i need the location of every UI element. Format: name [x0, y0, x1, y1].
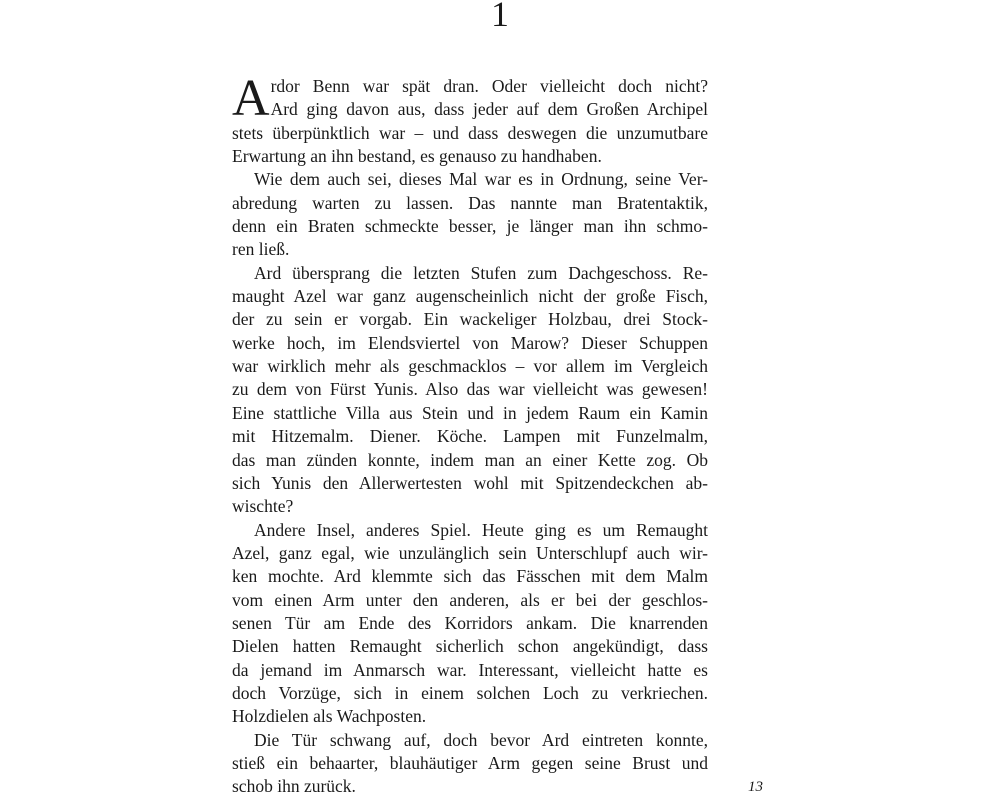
text-line: Dielen hatten Remaught sicherlich schon angekündigt, dass: [232, 636, 708, 657]
text-line: denn ein Braten schmeckte besser, je länger man ihn schmo-: [232, 216, 708, 237]
paragraph: [232, 262, 708, 519]
text-line: Wie dem auch sei, dieses Mal war es in Ordnung, seine Ver-: [254, 169, 708, 190]
text-line: schob ihn zurück.: [232, 776, 356, 797]
text-line: Andere Insel, anderes Spiel. Heute ging es um Remaught: [254, 519, 708, 540]
text-line: Holzdielen als Wachposten.: [232, 706, 427, 727]
text-line: abredung warten zu lassen. Das nannte man Bratentaktik,: [232, 192, 708, 213]
text-line: wischte?: [232, 496, 294, 517]
text-line: Eine stattliche Villa aus Stein und in jedem Raum ein Kamin: [232, 402, 708, 423]
chapter-number: 1: [491, 0, 509, 34]
text-line: werke hoch, im Elendsviertel von Marow? Dieser Schuppen: [232, 332, 708, 353]
text-line: maught Azel war ganz augenscheinlich nicht der große Fisch,: [232, 286, 708, 307]
text-line: mit Hitzemalm. Diener. Köche. Lampen mit Funzelmalm,: [232, 426, 708, 447]
text-line: Ard ging davon aus, dass jeder auf dem Großen Archipel: [270, 99, 708, 120]
paragraph: [232, 729, 708, 799]
text-line: rdor Benn war spät dran. Oder vielleicht doch nicht?: [270, 76, 708, 96]
paragraph: [232, 168, 708, 261]
text-line: vom einen Arm unter den anderen, als er bei der geschlos-: [232, 589, 708, 610]
text-line: ken mochte. Ard klemmte sich das Fässchen mit dem Malm: [232, 566, 708, 587]
text-line: doch Vorzüge, sich in einem solchen Loch zu verkriechen.: [232, 682, 708, 703]
paragraph: [232, 70, 708, 168]
text-line: Ard übersprang die letzten Stufen zum Dachgeschoss. Re-: [254, 262, 708, 283]
drop-cap: A: [232, 70, 270, 127]
text-line: zu dem von Fürst Yunis. Also das war vielleicht was gewesen!: [232, 379, 708, 400]
page-number: 13: [748, 779, 763, 795]
text-line: sich Yunis den Allerwertesten wohl mit Spitzendeckchen ab-: [232, 472, 708, 493]
text-line: Azel, ganz egal, wie unzulänglich sein Unterschlupf auch wir-: [232, 542, 708, 563]
text-line: senen Tür am Ende des Korridors ankam. Die knarrenden: [232, 612, 708, 633]
paragraph: [232, 519, 708, 729]
text-line: Erwartung an ihn bestand, es genauso zu handhaben.: [232, 146, 602, 167]
text-line: stets überpünktlich war – und dass deswegen die unzumutbare: [232, 122, 708, 143]
text-line: da jemand im Anmarsch war. Interessant, vielleicht hatte es: [232, 659, 708, 680]
text-line: stieß ein behaarter, blauhäutiger Arm gegen seine Brust und: [232, 752, 708, 773]
text-line: der zu sein er vorgab. Ein wackeliger Holzbau, drei Stock-: [232, 309, 708, 330]
text-line: ren ließ.: [232, 239, 290, 260]
text-line: Die Tür schwang auf, doch bevor Ard eintreten konnte,: [254, 729, 708, 750]
body-text: [232, 70, 708, 799]
text-line: das man zünden konnte, indem man an einer Kette zog. Ob: [232, 449, 708, 470]
text-line: war wirklich mehr als geschmacklos – vor allem im Vergleich: [232, 356, 708, 377]
